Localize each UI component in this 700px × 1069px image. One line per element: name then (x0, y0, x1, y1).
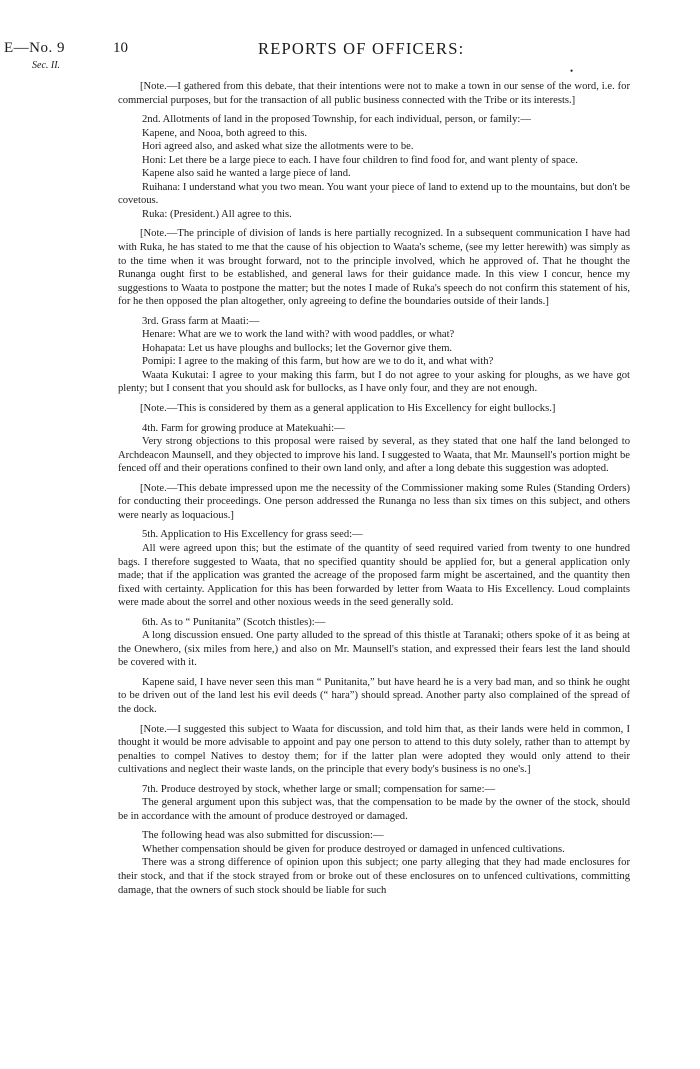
speech-paragraph: Hori agreed also, and asked what size the allotments were to be. (142, 141, 414, 153)
speech-paragraph: Kapene also said he wanted a large piece of land. (142, 168, 351, 180)
document-body (118, 80, 630, 897)
body-paragraph: Whether compensation should be given for produce destroyed or damaged in unfenced cultivations. (142, 843, 565, 855)
body-paragraph: Very strong objections to this proposal were raised by several, as they stated that one half the land belonged to Archdeacon Maunsell, and they objected to improve his land. I suggested to Waata, that Mr. Maunsell's portion might be fenced off and their operations confined to their own land only, and after a long debate this suggestion was adopted. (118, 436, 630, 475)
speech-paragraph: Kapene said, I have never seen this man “ Punitanita,” but have heard he is a very bad man, and so think he ought to be driven out of the land lest his evil deeds (“ hara”) should spread. Another party also complained of the spread of the dock. (118, 676, 630, 715)
body-paragraph: A long discussion ensued. One party alluded to the spread of this thistle at Taranaki; others spoke of it as being at the Onewhero, (six miles from here,) and also on Mr. Maunsell's station, and expressed their fears lest the land should be covered with it. (118, 630, 630, 669)
agenda-heading: 3rd. Grass farm at Maati:— (142, 315, 260, 327)
note-paragraph: [Note.—This is considered by them as a general application to His Excellency for eight bullocks.] (140, 403, 556, 415)
note-paragraph: [Note.—The principle of division of lands is here partially recognized. In a subsequent communication I have had with Ruka, he has stated to me that the cause of his objection to Waata's scheme, (see my letter herewith) was simply as to the time when it was brought forward, not to the principle involved, which he approved of. That he thought the Runanga ought first to be established, and general laws for their guidance made. In this view I concur, hence my suggestions to Waata to postpone the matter; but the notes I made of Ruka's speech do not confirm this statement of his, for he then opposed the plan altogether, only agreeing to define the boundaries outside of their lands.] (118, 228, 630, 308)
body-paragraph: The general argument upon this subject was, that the compensation to be made by the owner of the stock, should be in accordance with the amount of produce destroyed or damaged. (118, 797, 630, 822)
body-paragraph: There was a strong difference of opinion upon this subject; one party alleging that they had made enclosures for their stock, and that if the stock strayed from or broke out of these enclosures on to unfenced cultivations, committing damage, that the owners of such stock should be liable for such (118, 857, 630, 896)
page-number: 10 (113, 40, 128, 56)
agenda-heading: 7th. Produce destroyed by stock, whether large or small; compensation for same:— (142, 783, 496, 795)
note-paragraph: [Note.—I gathered from this debate, that their intentions were not to make a town in our sense of the word, i.e. for commercial purposes, but for the transaction of all public business connected with the Tribe or its interests.] (118, 81, 630, 106)
body-paragraph: The following head was also submitted for discussion:— (142, 830, 384, 842)
agenda-heading: 4th. Farm for growing produce at Matekuahi:— (142, 422, 345, 434)
speech-paragraph: Honi: Let there be a large piece to each. I have four children to find food for, and want plenty of space. (142, 154, 578, 166)
note-paragraph: [Note.—This debate impressed upon me the necessity of the Commissioner making some Rules (Standing Orders) for conducting their proceedings. One person addressed the Runanga no less than six times on this subject, and others were nearly as loquacious.] (118, 482, 630, 521)
agenda-heading: 6th. As to “ Punitanita” (Scotch thistles):— (142, 616, 326, 628)
speech-paragraph: Hohapata: Let us have ploughs and bullocks; let the Governor give them. (142, 342, 453, 354)
page-title: REPORTS OF OFFICERS: (258, 39, 465, 58)
agenda-heading: 5th. Application to His Excellency for grass seed:— (142, 529, 363, 541)
body-paragraph: All were agreed upon this; but the estimate of the quantity of seed required varied from twenty to one hundred bags. I therefore suggested to Waata, that no specified quantity should be applied for, but a general application only made; that if the application was granted the acreage of the proposed farm might be ascertained, and the quantity then fixed with certainty. Application for this has been forwarded by letter from Waata to His Excellency. Loud complaints were made about the sorrel and other noxious weeds in the seed generally sold. (118, 542, 630, 609)
speech-paragraph: Ruihana: I understand what you two mean. You want your piece of land to extend up to the mountains, but don't be covetous. (118, 181, 630, 207)
agenda-heading: 2nd. Allotments of land in the proposed Township, for each individual, person, or family:— (142, 114, 531, 126)
speech-paragraph: Waata Kukutai: I agree to your making this farm, but I do not agree to your asking for ploughs, as we have got plenty; but I consent that you should ask for bullocks, as I have only four, and they are not enough. (118, 369, 630, 395)
speech-paragraph: Pomipi: I agree to the making of this farm, but how are we to do it, and what with? (142, 356, 494, 368)
print-mark: • (570, 66, 574, 76)
speech-paragraph: Henare: What are we to work the land with? with wood paddles, or what? (142, 329, 455, 341)
section-label: Sec. II. (32, 60, 61, 71)
report-reference: E—No. 9 (4, 40, 65, 56)
speech-paragraph: Ruka: (President.) All agree to this. (142, 208, 292, 220)
speech-paragraph: Kapene, and Nooa, both agreed to this. (142, 127, 308, 139)
note-paragraph: [Note.—I suggested this subject to Waata for discussion, and told him that, as their lands were held in common, I thought it would be more advisable to appoint and pay one person to attend to this duty solely, rather than to attempt by penalties to compel Natives to destoy them; for if the latter plan were adopted they would only attend to their cultivations and neglect their waste lands, on the principle that every body's business is no one's.] (118, 723, 630, 776)
